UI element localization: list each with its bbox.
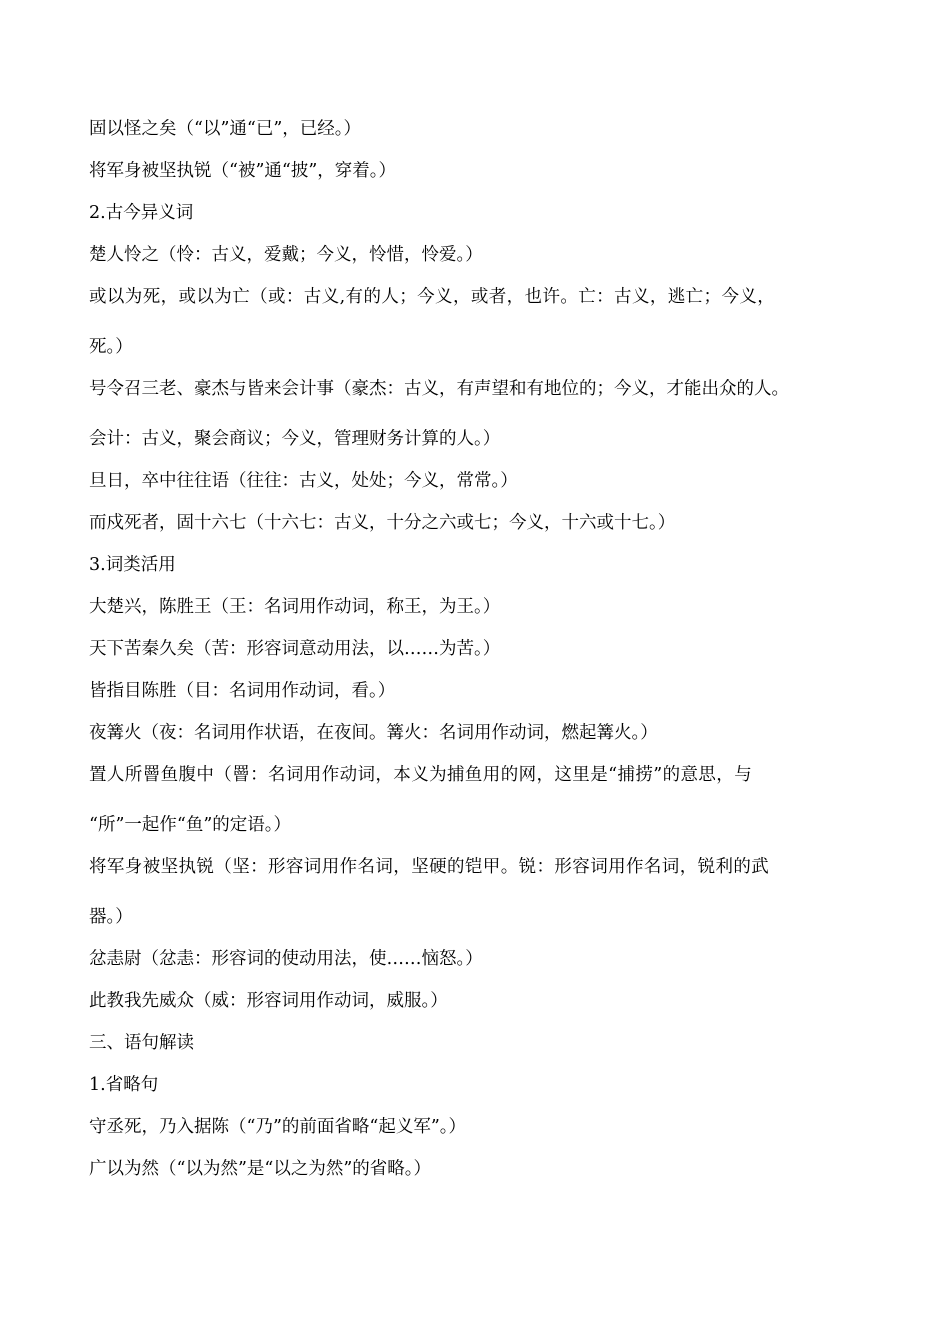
text-line: 置人所罾鱼腹中（罾：名词用作动词，本义为捕鱼用的网，这里是“捕捞”的意思，与: [89, 765, 753, 785]
text-line: “所”一起作“鱼”的定语。）: [89, 815, 292, 835]
text-line: 将军身被坚执锐（“被”通“披”，穿着。）: [89, 161, 397, 181]
text-line: 广以为然（“以为然”是“以之为然”的省略。）: [89, 1159, 432, 1179]
text-line: 此教我先威众（威：形容词用作动词，威服。）: [89, 991, 448, 1011]
section-heading: 2.古今异义词: [89, 203, 194, 223]
text-line: 夜篝火（夜：名词用作状语，在夜间。篝火：名词用作动词，燃起篝火。）: [89, 723, 658, 743]
text-line: 将军身被坚执锐（坚：形容词用作名词，坚硬的铠甲。锐：形容词用作名词，锐利的武: [89, 857, 770, 877]
document-body: [89, 118, 864, 1181]
text-line: 大楚兴，陈胜王（王：名词用作动词，称王，为王。）: [89, 597, 501, 617]
text-line: 死。）: [89, 337, 133, 357]
text-line: 号令召三老、豪杰与皆来会计事（豪杰：古义，有声望和有地位的；今义，才能出众的人。: [89, 379, 789, 399]
text-line: 守丞死，乃入据陈（“乃”的前面省略“起义军”。）: [89, 1117, 467, 1137]
text-line: 忿恚尉（忿恚：形容词的使动用法，使……恼怒。）: [89, 949, 483, 969]
section-heading: 3.词类活用: [89, 555, 176, 575]
text-line: 天下苦秦久矣（苦：形容词意动用法，以……为苦。）: [89, 639, 501, 659]
text-line: 或以为死，或以为亡（或：古义,有的人；今义，或者，也许。亡：古义，逃亡；今义，: [89, 287, 776, 307]
text-line: 楚人怜之（怜：古义，爱戴；今义，怜惜，怜爱。）: [89, 245, 483, 265]
section-heading: 三、语句解读: [89, 1033, 194, 1053]
text-line: 皆指目陈胜（目：名词用作动词，看。）: [89, 681, 396, 701]
text-line: 器。）: [89, 907, 133, 927]
text-line: 会计：古义，聚会商议；今义，管理财务计算的人。）: [89, 429, 501, 449]
text-line: 旦日，卒中往往语（往往：古义，处处；今义，常常。）: [89, 471, 518, 491]
section-heading: 1.省略句: [89, 1075, 159, 1095]
text-line: 而戍死者，固十六七（十六七：古义，十分之六或七；今义，十六或十七。）: [89, 513, 676, 533]
text-line: 固以怪之矣（“以”通“已”，已经。）: [89, 119, 362, 139]
